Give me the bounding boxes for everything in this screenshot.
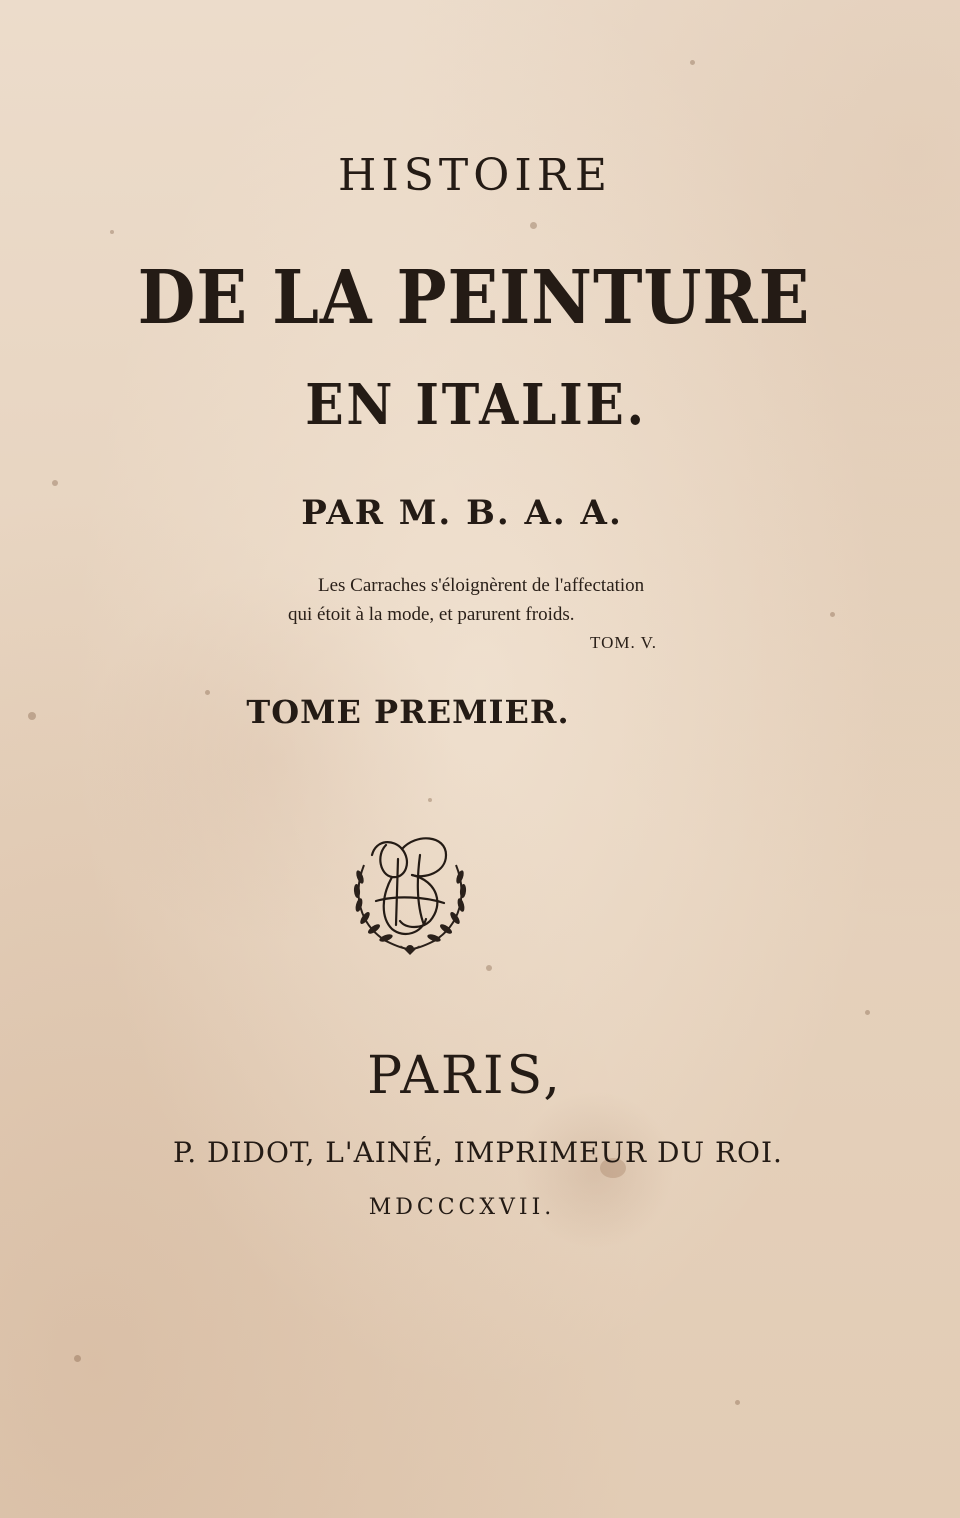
imprint-year: MDCCCXVII. [368, 1195, 556, 1220]
imprint-printer: P. DIDOT, L'AINÉ, IMPRIMEUR DU ROI. [173, 1136, 783, 1169]
author-line: PAR M. B. A. A. [301, 493, 623, 533]
foxing-spot [865, 1010, 870, 1015]
monogram-wreath-icon [346, 825, 474, 955]
foxing-spot [735, 1400, 740, 1405]
foxing-spot [486, 965, 492, 971]
foxing-spot [110, 230, 114, 234]
title-line-peinture: DE LA PEINTURE [137, 255, 811, 341]
volume-line: TOME PREMIER. [246, 693, 570, 731]
title-line-italie: EN ITALIE. [305, 372, 647, 438]
title-line-histoire: HISTOIRE [338, 150, 612, 201]
foxing-spot [428, 798, 432, 802]
foxing-spot [530, 222, 537, 229]
foxing-spot [830, 612, 835, 617]
epigraph-line-2: qui étoit à la mode, et parurent froids. [288, 604, 575, 625]
imprint-place: PARIS, [367, 1046, 563, 1106]
foxing-spot [74, 1355, 81, 1362]
foxing-spot [690, 60, 695, 65]
epigraph-line-1: Les Carraches s'éloignèrent de l'affectation [318, 575, 645, 596]
epigraph-source: TOM. V. [590, 633, 657, 652]
foxing-spot [52, 480, 58, 486]
